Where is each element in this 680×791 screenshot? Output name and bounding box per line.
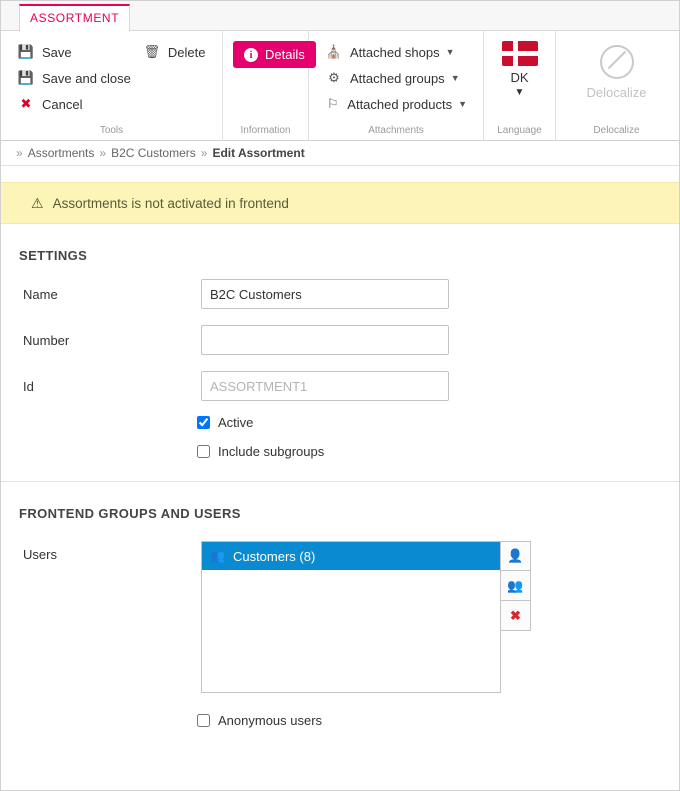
save-close-icon: 💾 <box>17 70 35 85</box>
ribbon-group-information <box>223 31 309 141</box>
save-and-close-label: Save and close <box>42 70 131 86</box>
attached-products-label: Attached products <box>347 96 453 112</box>
warning-text: Assortments is not activated in frontend <box>52 195 289 211</box>
include-subgroups-checkbox-row <box>1 444 679 459</box>
attached-products-button[interactable] <box>319 91 473 117</box>
cancel-label: Cancel <box>42 96 83 112</box>
group-label-delocalize: Delocalize <box>593 125 640 136</box>
tab-assortment[interactable]: ASSORTMENT <box>19 4 130 32</box>
save-icon: 💾 <box>17 44 35 59</box>
settings-section-title: SETTINGS <box>19 248 88 263</box>
save-label: Save <box>42 44 72 60</box>
list-item-label: Customers (8) <box>232 548 316 564</box>
id-label: Id <box>23 378 34 394</box>
save-button[interactable] <box>11 39 137 65</box>
chevron-down-icon[interactable]: ▼ <box>514 87 525 98</box>
number-input[interactable] <box>201 325 449 355</box>
language-code[interactable]: DK <box>510 70 529 85</box>
group-label-information: Information <box>240 125 291 136</box>
frontend-section-title: FRONTEND GROUPS AND USERS <box>19 506 241 521</box>
field-row-id <box>1 371 679 401</box>
product-icon: ⚐ <box>326 96 339 111</box>
active-label: Active <box>218 415 254 430</box>
remove-button[interactable] <box>501 601 531 631</box>
group-label-attachments: Attachments <box>368 125 424 136</box>
delete-button[interactable] <box>137 39 212 65</box>
id-input[interactable] <box>201 371 449 401</box>
attached-shops-button[interactable] <box>319 39 473 65</box>
name-label: Name <box>23 286 58 302</box>
anonymous-users-checkbox-row <box>1 713 679 728</box>
attached-shops-label: Attached shops <box>350 44 440 60</box>
users-group-icon: 👥 <box>507 577 524 593</box>
remove-x-icon: ✖ <box>510 607 521 623</box>
warning-icon: ⚠ <box>31 194 44 211</box>
warning-banner <box>1 182 679 224</box>
delocalize-label: Delocalize <box>586 85 647 100</box>
list-item[interactable] <box>202 542 500 570</box>
add-group-button[interactable] <box>501 571 531 601</box>
chevron-down-icon: ▼ <box>450 73 460 83</box>
delete-label: Delete <box>167 44 206 60</box>
shop-icon: ⛪ <box>325 44 343 59</box>
user-icon: 👤 <box>507 548 524 563</box>
include-subgroups-checkbox[interactable] <box>197 445 210 458</box>
ribbon-group-delocalize <box>556 31 677 141</box>
danish-flag-icon <box>502 41 538 66</box>
name-input[interactable] <box>201 279 449 309</box>
details-label: Details <box>265 47 305 62</box>
attached-groups-label: Attached groups <box>350 70 445 86</box>
ribbon-group-language <box>484 31 556 141</box>
breadcrumb-prefix: » <box>16 146 23 160</box>
breadcrumb-item-edit-assortment: Edit Assortment <box>212 146 305 160</box>
breadcrumb-separator: » <box>99 146 107 160</box>
delete-icon: 🗑 <box>143 44 161 59</box>
chevron-down-icon: ▼ <box>458 99 467 109</box>
group-label-tools: Tools <box>99 125 124 136</box>
users-label: Users <box>23 547 57 562</box>
no-entry-icon <box>600 45 634 79</box>
anonymous-users-label: Anonymous users <box>218 713 323 728</box>
field-row-name <box>1 279 679 309</box>
active-checkbox[interactable] <box>197 416 210 429</box>
ribbon-group-attachments <box>309 31 484 141</box>
field-row-number <box>1 325 679 355</box>
anonymous-users-checkbox[interactable] <box>197 714 210 727</box>
group-label-language: Language <box>497 125 542 136</box>
info-icon: i <box>244 48 258 62</box>
cancel-button[interactable] <box>11 91 137 117</box>
include-subgroups-label: Include subgroups <box>218 444 325 459</box>
group-users-icon: 👥 <box>210 549 225 563</box>
number-label: Number <box>23 332 70 348</box>
ribbon-group-tools <box>1 31 223 141</box>
active-checkbox-row <box>1 415 679 430</box>
delocalize-button[interactable] <box>566 39 667 100</box>
attached-groups-button[interactable] <box>319 65 473 91</box>
breadcrumb-item-b2c-customers[interactable]: B2C Customers <box>111 146 196 160</box>
ribbon-tabstrip <box>1 1 679 31</box>
chevron-down-icon: ▼ <box>445 47 455 57</box>
breadcrumb-item-assortments[interactable]: Assortments <box>27 146 95 160</box>
users-side-buttons <box>501 541 531 693</box>
add-user-button[interactable] <box>501 541 531 571</box>
details-button[interactable] <box>233 41 316 68</box>
groups-icon: ⚙ <box>328 70 340 85</box>
users-listbox[interactable] <box>201 541 501 693</box>
save-and-close-button[interactable] <box>11 65 137 91</box>
ribbon <box>1 31 679 141</box>
breadcrumb <box>1 141 679 166</box>
users-block <box>1 541 679 693</box>
cancel-icon: ✖ <box>20 96 32 111</box>
breadcrumb-separator: » <box>200 146 208 160</box>
